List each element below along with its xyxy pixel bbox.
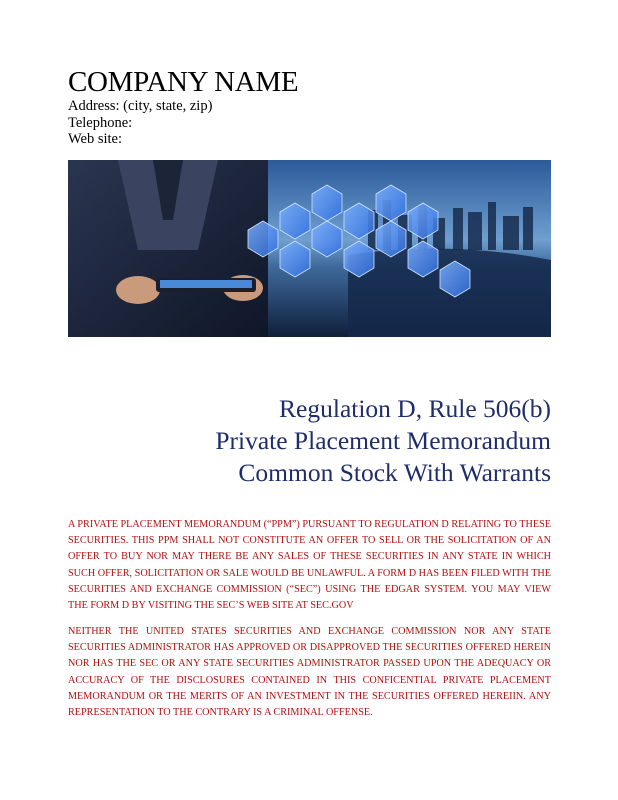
title-line-3: Common Stock With Warrants: [238, 458, 551, 487]
title-line-1: Regulation D, Rule 506(b): [279, 394, 551, 423]
document-title: [215, 393, 551, 489]
disclaimer-paragraph-2: NEITHER THE UNITED STATES SECURITIES AND EXCHANGE COMMISSION NOR ANY STATE SECURITIES ADMINISTRATOR HAS APPROVED OR DISAPPROVED THE SECURITIES OFFERED HEREIN NOR HAS THE SEC OR ANY STATE SECURITIES ADMINISTRATOR PASSED UPON THE ADEQUACY OR ACCURACY OF THE DISCLOSURES CONTAINED IN THIS CONFICENTIAL PRIVATE PLACEMENT MEMORANDUM OR THE MERITS OF AN INVESTMENT IN THE SECURITIES OFFERED HEREIIN. ANY REPRESENTATION TO THE CONTRARY IS A CRIMINAL OFFENSE.: [68, 626, 551, 719]
disclaimer-paragraph-1: A PRIVATE PLACEMENT MEMORANDUM (“PPM”) PURSUANT TO REGULATION D RELATING TO THESE SECURITIES. THIS PPM SHALL NOT CONSTITUTE AN OFFER TO SELL OR THE SOLICITATION OF AN OFFER TO BUY NOR MAY THERE BE ANY SALES OF THESE SECURITIES IN ANY STATE IN WHICH SUCH OFFER, SOLICITATION OR SALE WOULD BE UNLAWFUL. A FORM D HAS BEEN FILED WITH THE SECURITIES AND EXCHANGE COMMISSION (“SEC”) USING THE EDGAR SYSTEM. YOU MAY VIEW THE FORM D BY VISITING THE SEC’S WEB SITE AT SEC.GOV: [68, 519, 551, 612]
website-line: Web site:: [68, 131, 122, 147]
address-line: Address: (city, state, zip): [68, 98, 213, 114]
title-line-2: Private Placement Memorandum: [215, 426, 551, 455]
company-name: COMPANY NAME: [68, 66, 299, 98]
contact-block: [68, 98, 212, 148]
hero-image: [68, 160, 551, 337]
telephone-line: Telephone:: [68, 114, 133, 131]
